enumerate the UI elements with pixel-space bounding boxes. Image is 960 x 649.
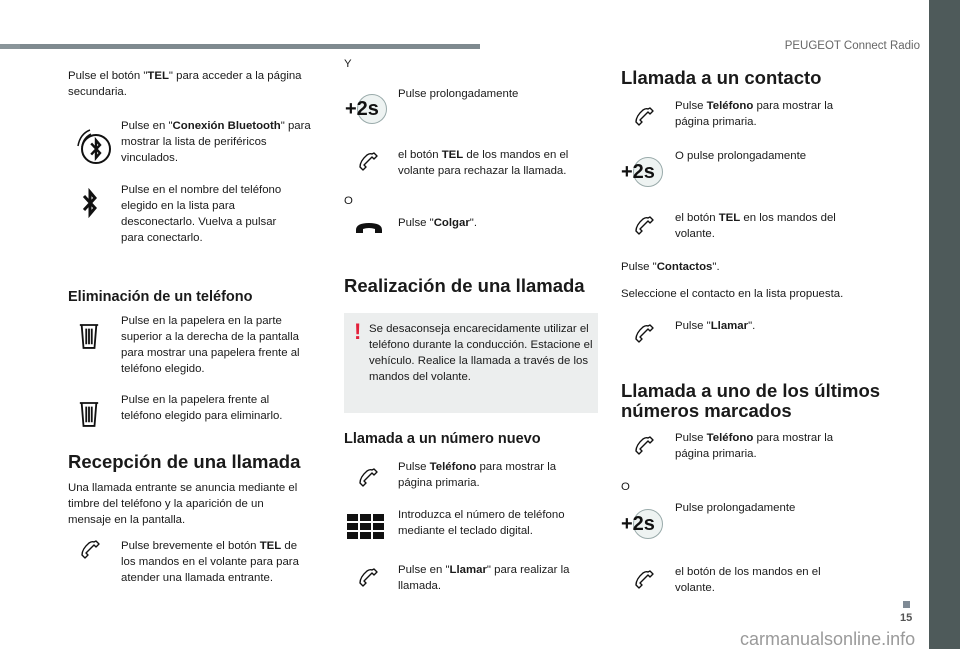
- conjunction-y: Y: [344, 58, 352, 70]
- header-title: PEUGEOT Connect Radio: [784, 40, 920, 52]
- phone-icon: [632, 214, 656, 238]
- contact-step-5: Seleccione el contacto en la lista propuesta.: [621, 288, 844, 300]
- warning-icon: !: [354, 319, 362, 344]
- contact-step-3: el botón TEL en los mandos del volante.: [675, 212, 836, 240]
- make-call-heading: Realización de una llamada: [344, 275, 585, 296]
- long-press-badge-text: +2s: [621, 513, 655, 535]
- new-number-heading: Llamada a un número nuevo: [344, 431, 541, 447]
- phone-icon: [356, 466, 380, 490]
- phone-icon: [78, 538, 102, 562]
- delete-step-1: Pulse en la papelera en la parte superior a la derecha de la pantalla para mostrar una papelera frente al teléfono elegido.: [121, 315, 300, 375]
- contact-step-1: Pulse Teléfono para mostrar la página primaria.: [675, 100, 834, 128]
- intro-text: Pulse el botón "TEL" para acceder a la página secundaria.: [68, 70, 302, 98]
- phone-icon: [632, 434, 656, 458]
- long-press-badge-text: +2s: [345, 98, 379, 120]
- phone-icon: [356, 150, 380, 174]
- side-tab: [929, 0, 960, 649]
- header-rule-accent: [0, 44, 20, 49]
- warning-text: Se desaconseja encarecidamente utilizar el teléfono durante la conducción. Estacione el vehículo. Realice la llamada a través de los mandos del volante.: [369, 323, 593, 383]
- bluetooth-icon: [80, 188, 100, 218]
- long-press-text: Pulse prolongadamente: [398, 88, 519, 100]
- trash-icon: [78, 400, 100, 428]
- receive-call-text: Una llamada entrante se anuncia mediante el timbre del teléfono y la aparición de un mensaje en la pantalla.: [68, 482, 298, 526]
- phone-icon: [632, 322, 656, 346]
- bluetooth-name-text: Pulse en el nombre del teléfono elegido en la lista para desconectarlo. Vuelva a pulsar para conectarlo.: [121, 184, 282, 244]
- long-press-2s-icon: [620, 155, 664, 189]
- bluetooth-connection-text: Pulse en "Conexión Bluetooth" para mostrar la lista de periféricos vinculados.: [121, 120, 311, 164]
- recent-step-2: Pulse prolongadamente: [675, 502, 796, 514]
- long-press-2s-icon: [620, 507, 664, 541]
- recent-numbers-heading: Llamada a uno de los últimos números marcados: [621, 380, 881, 421]
- receive-call-heading: Recepción de una llamada: [68, 451, 301, 472]
- keypad-icon: [347, 514, 385, 540]
- delete-step-2: Pulse en la papelera frente al teléfono elegido para eliminarlo.: [121, 394, 283, 422]
- call-contact-heading: Llamada a un contacto: [621, 67, 822, 88]
- page-number: 15: [900, 612, 913, 624]
- end-marker-icon: [903, 601, 910, 608]
- new-number-step-2: Introduzca el número de teléfono mediante el teclado digital.: [398, 509, 565, 537]
- recent-step-3: el botón de los mandos en el volante.: [675, 566, 821, 594]
- recent-step-1: Pulse Teléfono para mostrar la página primaria.: [675, 432, 834, 460]
- contact-step-2: O pulse prolongadamente: [675, 150, 807, 162]
- receive-call-step: Pulse brevemente el botón TEL de los mandos en el volante para para atender una llamada entrante.: [121, 540, 299, 584]
- reject-call-text: el botón TEL de los mandos en el volante para rechazar la llamada.: [398, 149, 569, 177]
- delete-phone-heading: Eliminación de un teléfono: [68, 289, 253, 305]
- conjunction-o: O: [344, 195, 353, 207]
- header-rule: [0, 44, 480, 49]
- phone-icon: [632, 105, 656, 129]
- contact-step-6: Pulse "Llamar".: [675, 320, 756, 332]
- watermark: carmanualsonline.info: [740, 629, 916, 649]
- trash-icon: [78, 322, 100, 350]
- phone-icon: [632, 568, 656, 592]
- hang-up-icon: [354, 220, 384, 234]
- contact-step-4: Pulse "Contactos".: [621, 261, 720, 273]
- new-number-step-3: Pulse en "Llamar" para realizar la llamada.: [398, 564, 570, 592]
- long-press-2s-icon: [344, 92, 388, 126]
- phone-icon: [356, 566, 380, 590]
- long-press-badge-text: +2s: [621, 161, 655, 183]
- conjunction-o: O: [621, 481, 630, 493]
- hang-up-text: Pulse "Colgar".: [398, 217, 477, 229]
- new-number-step-1: Pulse Teléfono para mostrar la página primaria.: [398, 461, 557, 489]
- bluetooth-connection-icon: [74, 124, 114, 168]
- warning-box: [344, 313, 598, 413]
